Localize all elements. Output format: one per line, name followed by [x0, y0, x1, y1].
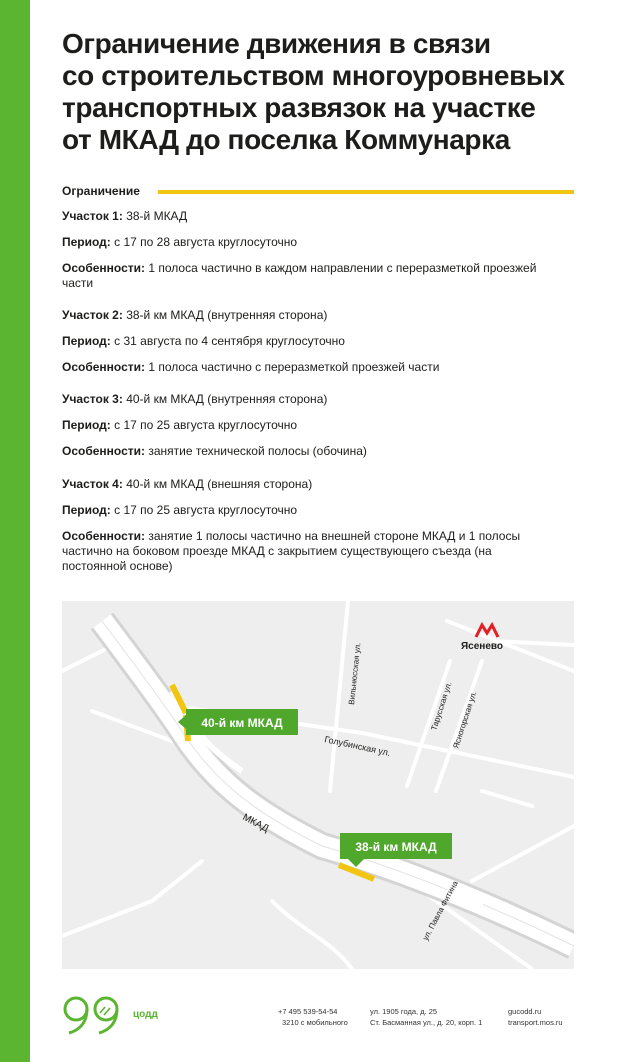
mkad-highway-outer: [102, 621, 574, 946]
footer-phone: +7 495 539-54-54: [278, 1007, 338, 1016]
row-key: Период:: [62, 235, 111, 249]
row-value: с 17 по 25 августа круглосуточно: [114, 418, 298, 432]
info-row-period-4: [62, 503, 562, 518]
section-header: [62, 182, 574, 200]
street-right-vertical: [482, 791, 532, 806]
footer: [0, 990, 620, 1062]
map-label-pavla-fitina: ул. Павла Фитина: [420, 879, 460, 942]
info-row-features-3: [62, 444, 562, 459]
street-lower-curve: [272, 901, 352, 969]
row-value: 38-й МКАД: [126, 209, 188, 223]
info-row-section-1: [62, 209, 562, 224]
map-label-golubinskaya: Голубинская ул.: [323, 734, 392, 758]
street-vilnyusskaya-road: [330, 601, 348, 791]
row-value: занятие технической полосы (обочина): [148, 444, 367, 458]
row-key: Особенности:: [62, 360, 146, 374]
map-label-40km: 40-й км МКАД: [201, 716, 283, 730]
info-row-section-3: [62, 392, 562, 407]
row-value: 40-й км МКАД (внутренняя сторона): [126, 392, 328, 406]
tsodd-logo-icon: [60, 994, 140, 1036]
info-row-features-1: [62, 261, 562, 291]
row-value: 1 полоса частично в каждом направлении с переразметкой проезжей части: [62, 261, 537, 290]
info-row-features-2: [62, 360, 562, 375]
title-line: со строительством многоуровневых: [62, 60, 565, 91]
page-title: [62, 28, 602, 156]
row-key: Участок 1:: [62, 209, 123, 223]
row-key: Участок 2:: [62, 308, 123, 322]
row-key: Особенности:: [62, 529, 146, 543]
row-value: 1 полоса частично с переразметкой проезжей части: [148, 360, 440, 374]
row-value: 38-й км МКАД (внутренняя сторона): [126, 308, 328, 322]
map-label-yasnogorskaya: Ясногорская ул.: [451, 690, 479, 750]
title-line: транспортных развязок на участке: [62, 92, 536, 123]
map-label-metro: Ясенево: [460, 641, 504, 652]
map-label-tarusskaya: Тарусская ул.: [429, 680, 454, 732]
row-value: с 31 августа по 4 сентября круглосуточно: [114, 334, 345, 348]
footer-site-2: transport.mos.ru: [508, 1018, 563, 1027]
street-right-connector: [472, 826, 574, 881]
row-value: 40-й км МКАД (внешняя сторона): [126, 477, 313, 491]
mkad-highway: [102, 621, 574, 946]
map-label-mkad: МКАД: [240, 811, 271, 835]
street-bottom-left: [62, 861, 202, 936]
row-value: с 17 по 28 августа круглосуточно: [114, 235, 298, 249]
road-map: [62, 601, 574, 969]
brand-side-bar: [0, 0, 30, 1062]
row-key: Участок 4:: [62, 477, 123, 491]
info-row-period-2: [62, 334, 562, 349]
row-key: Участок 3:: [62, 392, 123, 406]
row-value: занятие 1 полосы частично на внешней стороне МКАД и 1 полосы частично на боковом проезде МКАД с закрытием существующего съезда (на постоянной основе): [62, 529, 521, 573]
info-row-period-1: [62, 235, 562, 250]
info-row-section-4: [62, 477, 562, 492]
mkad-highway-lane: [102, 621, 574, 946]
title-line: от МКАД до поселка Коммунарка: [62, 124, 510, 155]
row-key: Период:: [62, 334, 111, 348]
section-divider: [158, 190, 574, 194]
row-key: Период:: [62, 503, 111, 517]
section-label: Ограничение: [62, 184, 150, 198]
logo-text: цодд: [133, 1009, 158, 1020]
map-label-38km: 38-й км МКАД: [355, 840, 437, 854]
map-label-vilnyusskaya: Вильнюсская ул.: [347, 642, 363, 706]
row-key: Особенности:: [62, 261, 146, 275]
info-row-section-2: [62, 308, 562, 323]
row-key: Период:: [62, 418, 111, 432]
footer-mobile: 3210 с мобильного: [282, 1018, 348, 1027]
footer-address-2: Ст. Басманная ул., д. 20, корп. 1: [370, 1018, 483, 1027]
title-line: Ограничение движения в связи: [62, 28, 491, 59]
row-value: с 17 по 25 августа круглосуточно: [114, 503, 298, 517]
info-row-period-3: [62, 418, 562, 433]
footer-address-1: ул. 1905 года, д. 25: [370, 1007, 438, 1016]
footer-site-1: gucodd.ru: [508, 1007, 542, 1016]
row-key: Особенности:: [62, 444, 146, 458]
info-row-features-4: [62, 529, 552, 574]
